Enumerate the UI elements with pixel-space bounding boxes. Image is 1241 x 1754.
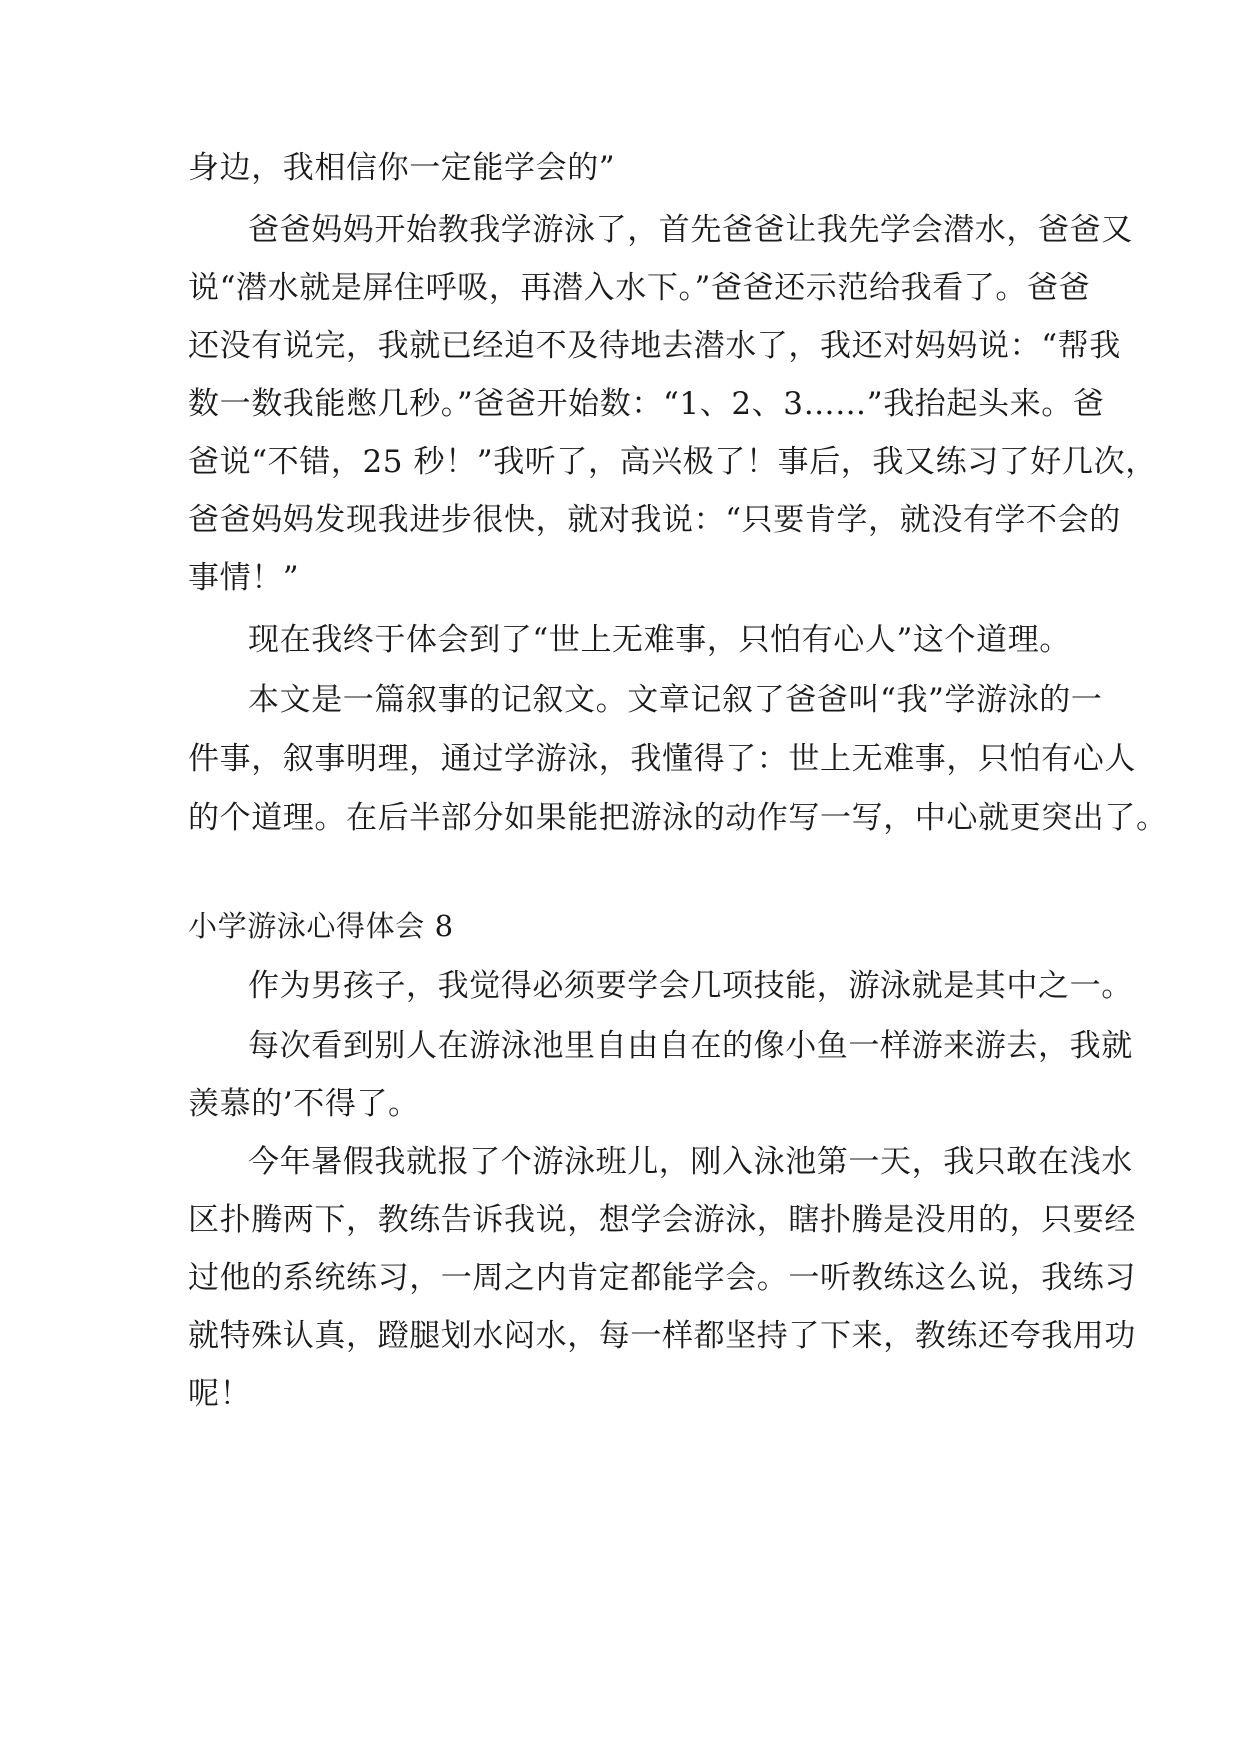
paragraph-line: 每次看到别人在游泳池里自由自在的像小鱼一样游来游去，我就: [248, 1028, 1133, 1064]
paragraph-line: 事情！”: [188, 560, 300, 596]
paragraph-line: 现在我终于体会到了“世上无难事，只怕有心人”这个道理。: [248, 622, 1071, 658]
paragraph-line: 说“潜水就是屏住呼吸，再潜入水下。”爸爸还示范给我看了。爸爸: [188, 270, 1091, 306]
paragraph-line: 爸爸妈妈开始教我学游泳了，首先爸爸让我先学会潜水，爸爸又: [248, 212, 1133, 248]
paragraph-line: 过他的系统练习，一周之内肯定都能学会。一听教练这么说，我练习: [188, 1260, 1136, 1296]
paragraph-line: 爸说“不错，25 秒！”我听了，高兴极了！事后，我又练习了好几次，: [188, 444, 1157, 480]
paragraph-line: 身边，我相信你一定能学会的”: [188, 150, 616, 186]
paragraph-line: 就特殊认真，蹬腿划水闷水，每一样都坚持了下来，教练还夸我用功: [188, 1318, 1136, 1354]
paragraph-line: 爸爸妈妈发现我进步很快，就对我说：“只要肯学，就没有学不会的: [188, 502, 1121, 538]
commentary-line: 本文是一篇叙事的记叙文。文章记叙了爸爸叫“我”学游泳的一: [248, 682, 1103, 718]
paragraph-line: 还没有说完，我就已经迫不及待地去潜水了，我还对妈妈说：“帮我: [188, 328, 1121, 364]
commentary-line: 件事，叙事明理，通过学游泳，我懂得了：世上无难事，只怕有心人: [188, 741, 1136, 777]
paragraph-line: 呢！: [188, 1376, 252, 1412]
commentary-line: 的个道理。在后半部分如果能把游泳的动作写一写，中心就更突出了。: [188, 800, 1168, 836]
paragraph-line: 羡慕的’不得了。: [188, 1086, 420, 1122]
paragraph-line: 数一数我能憋几秒。”爸爸开始数：“1、2、3……”我抬起头来。爸: [188, 386, 1105, 422]
section-heading: 小学游泳心得体会 8: [188, 909, 454, 943]
paragraph-line: 区扑腾两下，教练告诉我说，想学会游泳，瞎扑腾是没用的，只要经: [188, 1202, 1136, 1238]
paragraph-line: 作为男孩子，我觉得必须要学会几项技能，游泳就是其中之一。: [248, 968, 1133, 1004]
paragraph-line: 今年暑假我就报了个游泳班儿，刚入泳池第一天，我只敢在浅水: [248, 1144, 1133, 1180]
